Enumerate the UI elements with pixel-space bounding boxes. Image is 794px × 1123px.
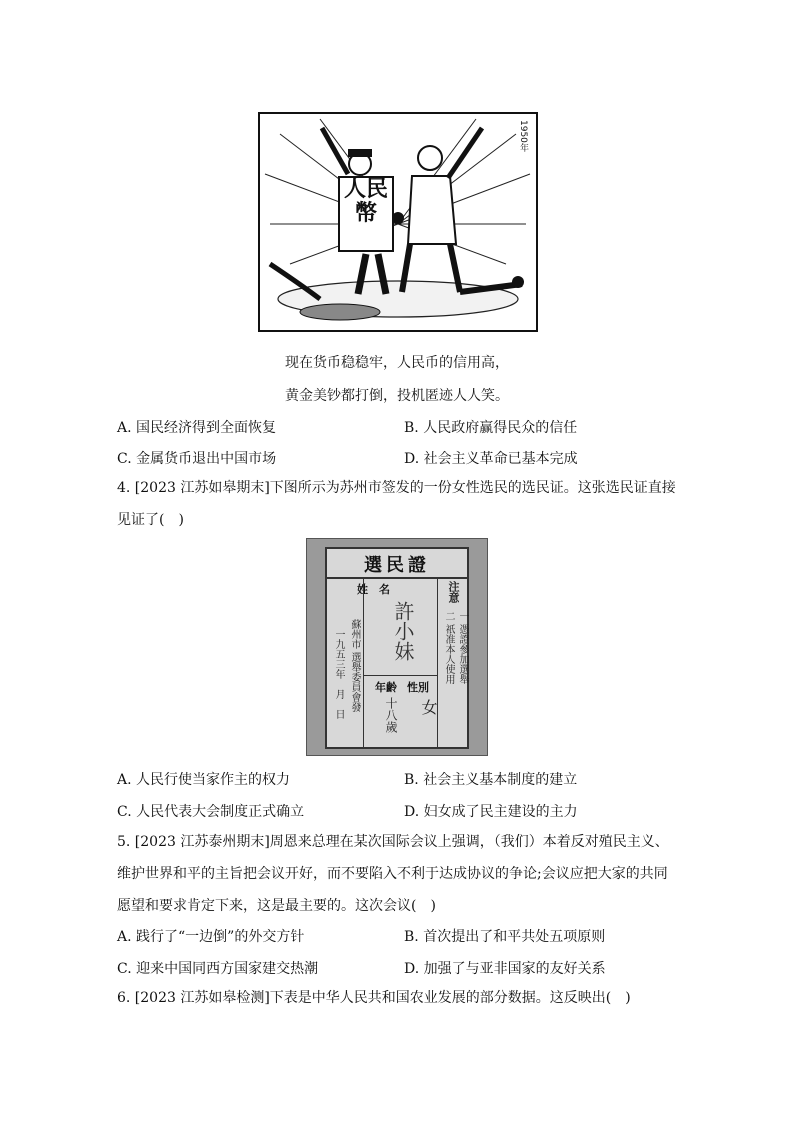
card-sex-value: 女 xyxy=(419,699,438,715)
cartoon-year-mark: 1950年 xyxy=(518,120,528,152)
caption-line-1: 现在货币稳稳牢，人民币的信用高， xyxy=(285,355,509,371)
card-age-label: 年齡 xyxy=(375,681,397,694)
renminbi-sign: 人民幣 xyxy=(338,176,394,252)
card-issuer: 蘇州市 選舉委員會發 xyxy=(349,619,360,713)
q6-stem: 6. [2023 江苏如皋检测]下表是中华人民共和国农业发展的部分数据。这反映出( ) xyxy=(117,990,631,1006)
q3-option-d: D. 社会主义革命已基本完成 xyxy=(404,451,578,467)
voter-card xyxy=(325,547,469,749)
cartoon-figure xyxy=(258,112,538,332)
cartoon-drawing xyxy=(260,114,536,330)
q3-option-c: C. 金属货币退出中国市场 xyxy=(117,451,277,467)
q5-option-a: A. 践行了“一边倒”的外交方针 xyxy=(117,929,305,945)
voter-card-image xyxy=(306,538,488,756)
card-name-value: 許小妹 xyxy=(391,601,415,661)
voter-card-title: 選民證 xyxy=(364,555,430,576)
card-sex-label: 性別 xyxy=(407,681,429,694)
q3-option-b: B. 人民政府赢得民众的信任 xyxy=(404,420,578,436)
q5-option-d: D. 加强了与亚非国家的友好关系 xyxy=(404,961,606,977)
q5-stem: 5. [2023 江苏泰州期末]周恩来总理在某次国际会议上强调，（我们）本着反对殖民主义、维护世界和平的主旨把会议开好，而不要陷入不利于达成协议的争论;会议应把大家的共同愿望和要求肯定下来，这是最主要的。这次会议( ) xyxy=(117,834,669,914)
card-age-value: 十八歲 xyxy=(384,697,398,733)
caption-line-2: 黄金美钞都打倒，投机匿迹人人笑。 xyxy=(285,388,509,404)
q4-option-d: D. 妇女成了民主建设的主力 xyxy=(404,804,578,820)
q4-option-c: C. 人民代表大会制度正式确立 xyxy=(117,804,305,820)
q4-option-a: A. 人民行使当家作主的权力 xyxy=(117,772,291,788)
card-name-label: 姓 名 xyxy=(357,583,390,596)
q4-option-b: B. 社会主义基本制度的建立 xyxy=(404,772,578,788)
q3-option-a: A. 国民经济得到全面恢复 xyxy=(117,420,277,436)
card-note-label: 注意 xyxy=(447,581,460,603)
card-note-2: 二 祇准本人使用 xyxy=(443,611,454,685)
q5-option-c: C. 迎来中国同西方国家建交热潮 xyxy=(117,961,319,977)
q4-stem: 4. [2023 江苏如皋期末]下图所示为苏州市签发的一份女性选民的选民证。这张选民证直接见证了( ) xyxy=(117,480,676,528)
card-note-1: 一 憑證參加選舉 xyxy=(457,611,468,685)
q5-option-b: B. 首次提出了和平共处五项原则 xyxy=(404,929,606,945)
card-date: 一九五三年 月 日 xyxy=(333,629,344,719)
